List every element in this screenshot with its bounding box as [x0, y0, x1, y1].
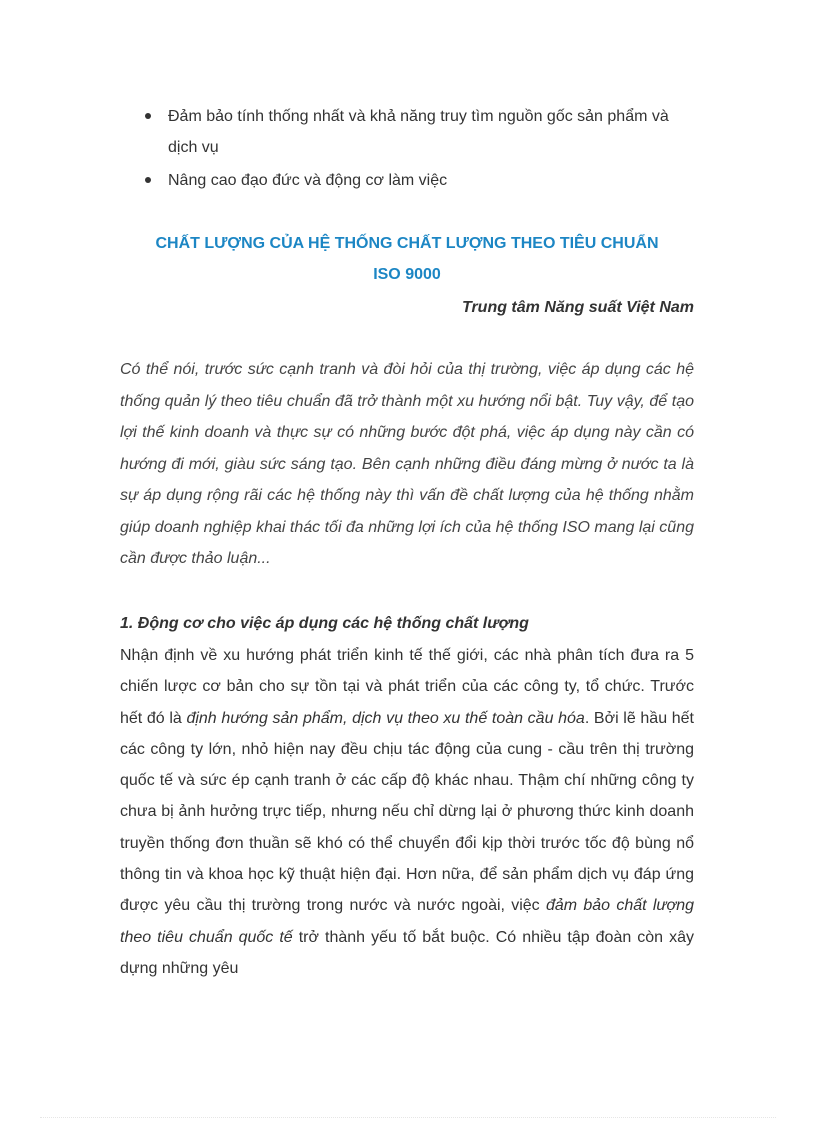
article-source: Trung tâm Năng suất Việt Nam [461, 299, 694, 316]
page-bottom-divider [40, 1117, 776, 1118]
article-title [120, 228, 694, 290]
body-emphasis: đảm bảo chất lượng theo tiêu chuẩn quốc tế [120, 897, 695, 946]
bullet-text: Đảm bảo tính thống nhất và khả năng truy tìm nguồn gốc sản phẩm và dịch vụ [168, 108, 669, 156]
body-text: Nhận định về xu hướng phát triển kinh tế thế giới, các nhà phân tích đưa ra 5 chiến lược cơ bản cho sự tồn tại và phát triển của các công ty, tổ chức. Trước hết đó là [120, 647, 694, 727]
section-heading: 1. Động cơ cho việc áp dụng các hệ thống chất lượng [120, 615, 529, 632]
body-text: . Bởi lẽ hầu hết các công ty lớn, nhỏ hiện nay đều chịu tác động của cung - cầu trên thị trường quốc tế và sức ép cạnh tranh ở các cấp độ khác nhau. Thậm chí những công ty chưa bị ảnh hưởng trực tiếp, nhưng nếu chỉ dừng lại ở phương thức kinh doanh truyền thống đơn thuần sẽ khó có thể chuyển đổi kịp thời trước tốc độ bùng nổ thông tin và khoa học kỹ thuật hiện đại. Hơn nữa, để sản phẩm dịch vụ đáp ứng được yêu cầu thị trường trong nước và nước ngoài, việc [120, 709, 694, 915]
section-body [120, 640, 694, 984]
bullet-dot-icon [145, 177, 151, 183]
body-emphasis: định hướng sản phẩm, dịch vụ theo xu thế toàn cầu hóa [186, 709, 585, 727]
bullet-list [122, 101, 702, 198]
bullet-text: Nâng cao đạo đức và động cơ làm việc [168, 172, 448, 189]
article-title-line-1: CHẤT LƯỢNG CỦA HỆ THỐNG CHẤT LƯỢNG THEO TIÊU CHUẨN [155, 235, 659, 252]
article-title-line-2: ISO 9000 [373, 266, 441, 283]
list-item [122, 101, 702, 163]
article-intro: Có thể nói, trước sức cạnh tranh và đòi hỏi của thị trường, việc áp dụng các hệ thống quản lý theo tiêu chuẩn đã trở thành một xu hướng nổi bật. Tuy vậy, để tạo lợi thế kinh doanh và thực sự có những bước đột phá, việc áp dụng này cần có hướng đi mới, giàu sức sáng tạo. Bên cạnh những điều đáng mừng ở nước ta là sự áp dụng rộng rãi các hệ thống này thì vấn đề chất lượng của hệ thống nhằm giúp doanh nghiệp khai thác tối đa những lợi ích của hệ thống ISO mang lại cũng cần được thảo luận... [120, 361, 694, 567]
list-item [122, 165, 702, 196]
bullet-dot-icon [145, 113, 151, 119]
body-text: trở thành yếu tố bắt buộc. Có nhiều tập đoàn còn xây dựng những yêu [120, 928, 694, 977]
